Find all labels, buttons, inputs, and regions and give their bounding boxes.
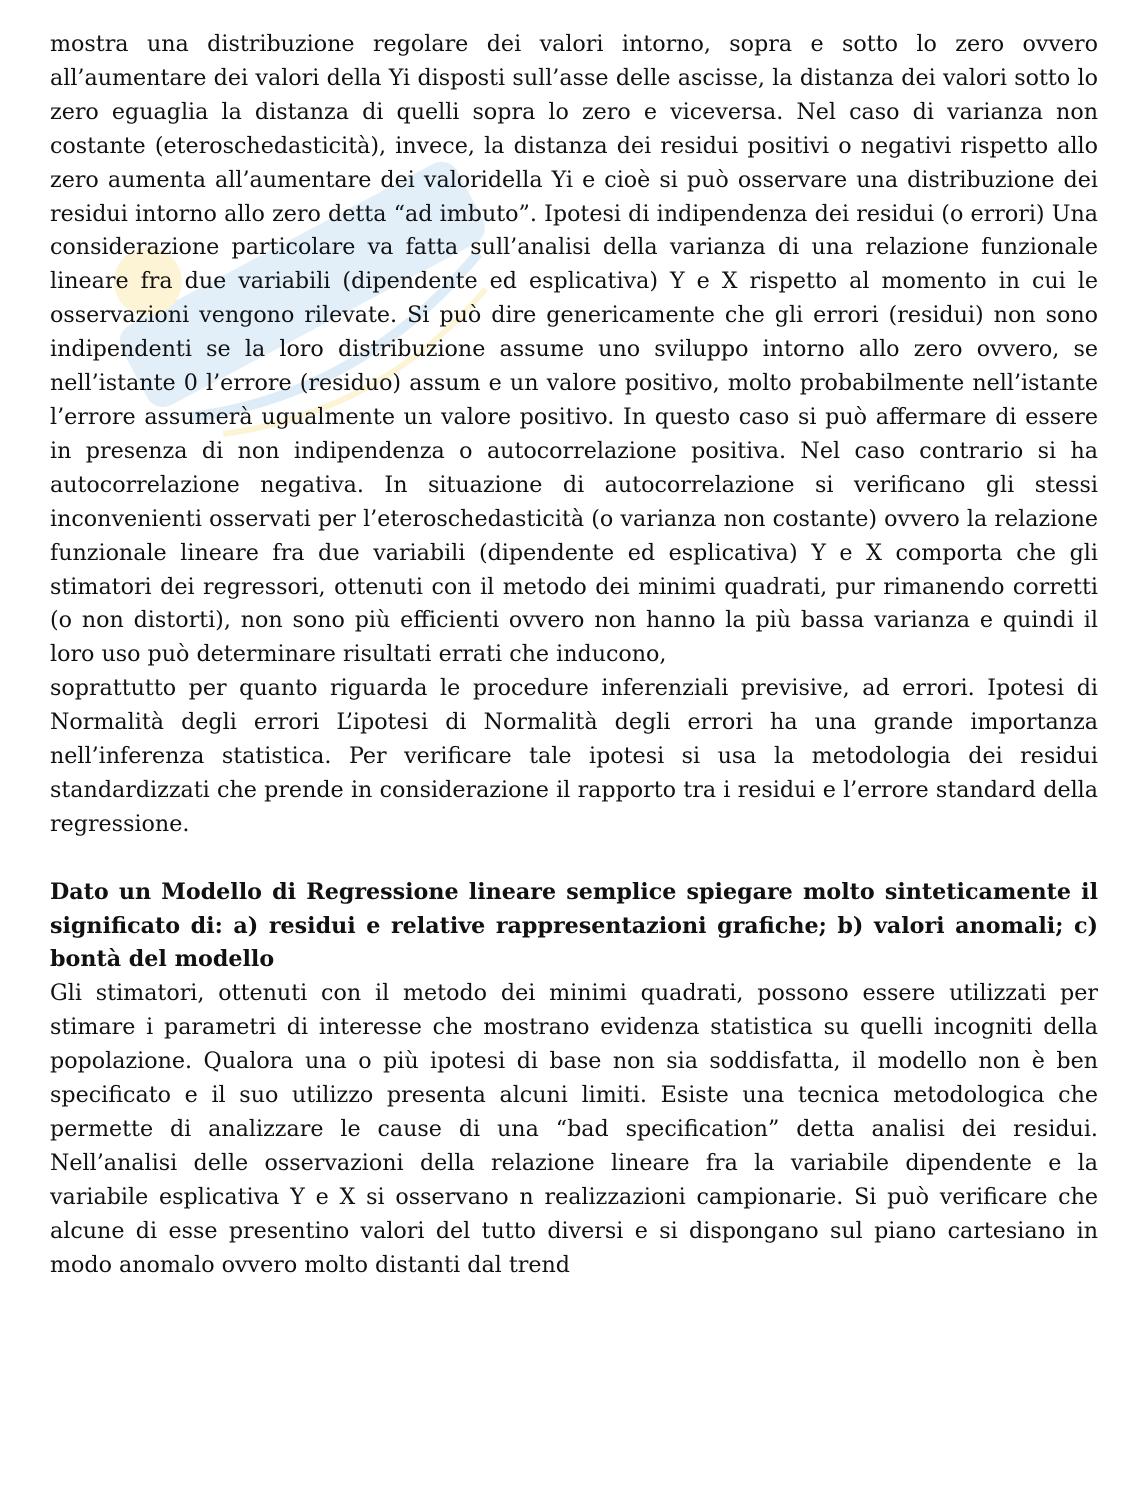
paragraph-2: soprattutto per quanto riguarda le procedure inferenziali previsive, ad errori. Ipotesi di Normalità degli errori L’ipotesi di Normalità degli errori ha una grande importanza nell’inferenza statistica. Per verificare tale ipotesi si usa la metodologia dei residui standardizzati che prende in considerazione il rapporto tra i residui e l’errore standard della regressione. xyxy=(50,675,1098,837)
question-heading: Dato un Modello di Regressione lineare semplice spiegare molto sinteticamente il significato di: a) residui e relative rappresentazioni grafiche; b) valori anomali; c) bontà del modello xyxy=(50,878,1098,973)
blank-line xyxy=(50,842,1098,876)
paragraph-3: Gli stimatori, ottenuti con il metodo dei minimi quadrati, possono essere utilizzati per stimare i parametri di interesse che mostrano evidenza statistica su quelli incogniti della popolazione. Qualora una o più ipotesi di base non sia soddisfatta, il modello non è ben specificato e il suo utilizzo presenta alcuni limiti. Esiste una tecnica metodologica che permette di analizzare le cause di una “bad specification” detta analisi dei residui. Nell’analisi delle osservazioni della relazione lineare fra la variabile dipendente e la variabile esplicativa Y e X si osservano n realizzazioni campionarie. Si può verificare che alcune di esse presentino valori del tutto diversi e si dispongano sul piano cartesiano in modo anomalo ovvero molto distanti dal trend xyxy=(50,980,1098,1278)
paragraph-1: mostra una distribuzione regolare dei valori intorno, sopra e sotto lo zero ovvero all’aumentare dei valori della Yi disposti sull’asse delle ascisse, la distanza dei valori sotto lo zero eguaglia la distanza di quelli sopra lo zero e viceversa. Nel caso di varianza non costante (eteroschedasticità), invece, la distanza dei residui positivi o negativi rispetto allo zero aumenta all’aumentare dei valoridella Yi e cioè si può osservare una distribuzione dei residui intorno allo zero detta “ad imbuto”. Ipotesi di indipendenza dei residui (o errori) Una considerazione particolare va fatta sull’analisi della varianza di una relazione funzionale lineare fra due variabili (dipendente ed esplicativa) Y e X rispetto al momento in cui le osservazioni vengono rilevate. Si può dire genericamente che gli errori (residui) non sono indipendenti se la loro distribuzione assume uno sviluppo intorno allo zero ovvero, se nell’istante 0 l’errore (residuo) assum e un valore positivo, molto probabilmente nell’istante l’errore assumerà ugualmente un valore positivo. In questo caso si può affermare di essere in presenza di non indipendenza o autocorrelazione positiva. Nel caso contrario si ha autocorrelazione negativa. In situazione di autocorrelazione si verificano gli stessi inconvenienti osservati per l’eteroschedasticità (o varianza non costante) ovvero la relazione funzionale lineare fra due variabili (dipendente ed esplicativa) Y e X comporta che gli stimatori dei regressori, ottenuti con il metodo dei minimi quadrati, pur rimanendo corretti (o non distorti), non sono più efficienti ovvero non hanno la più bassa varianza e quindi il loro uso può determinare risultati errati che inducono, xyxy=(50,31,1098,668)
document-body xyxy=(50,28,1098,1283)
